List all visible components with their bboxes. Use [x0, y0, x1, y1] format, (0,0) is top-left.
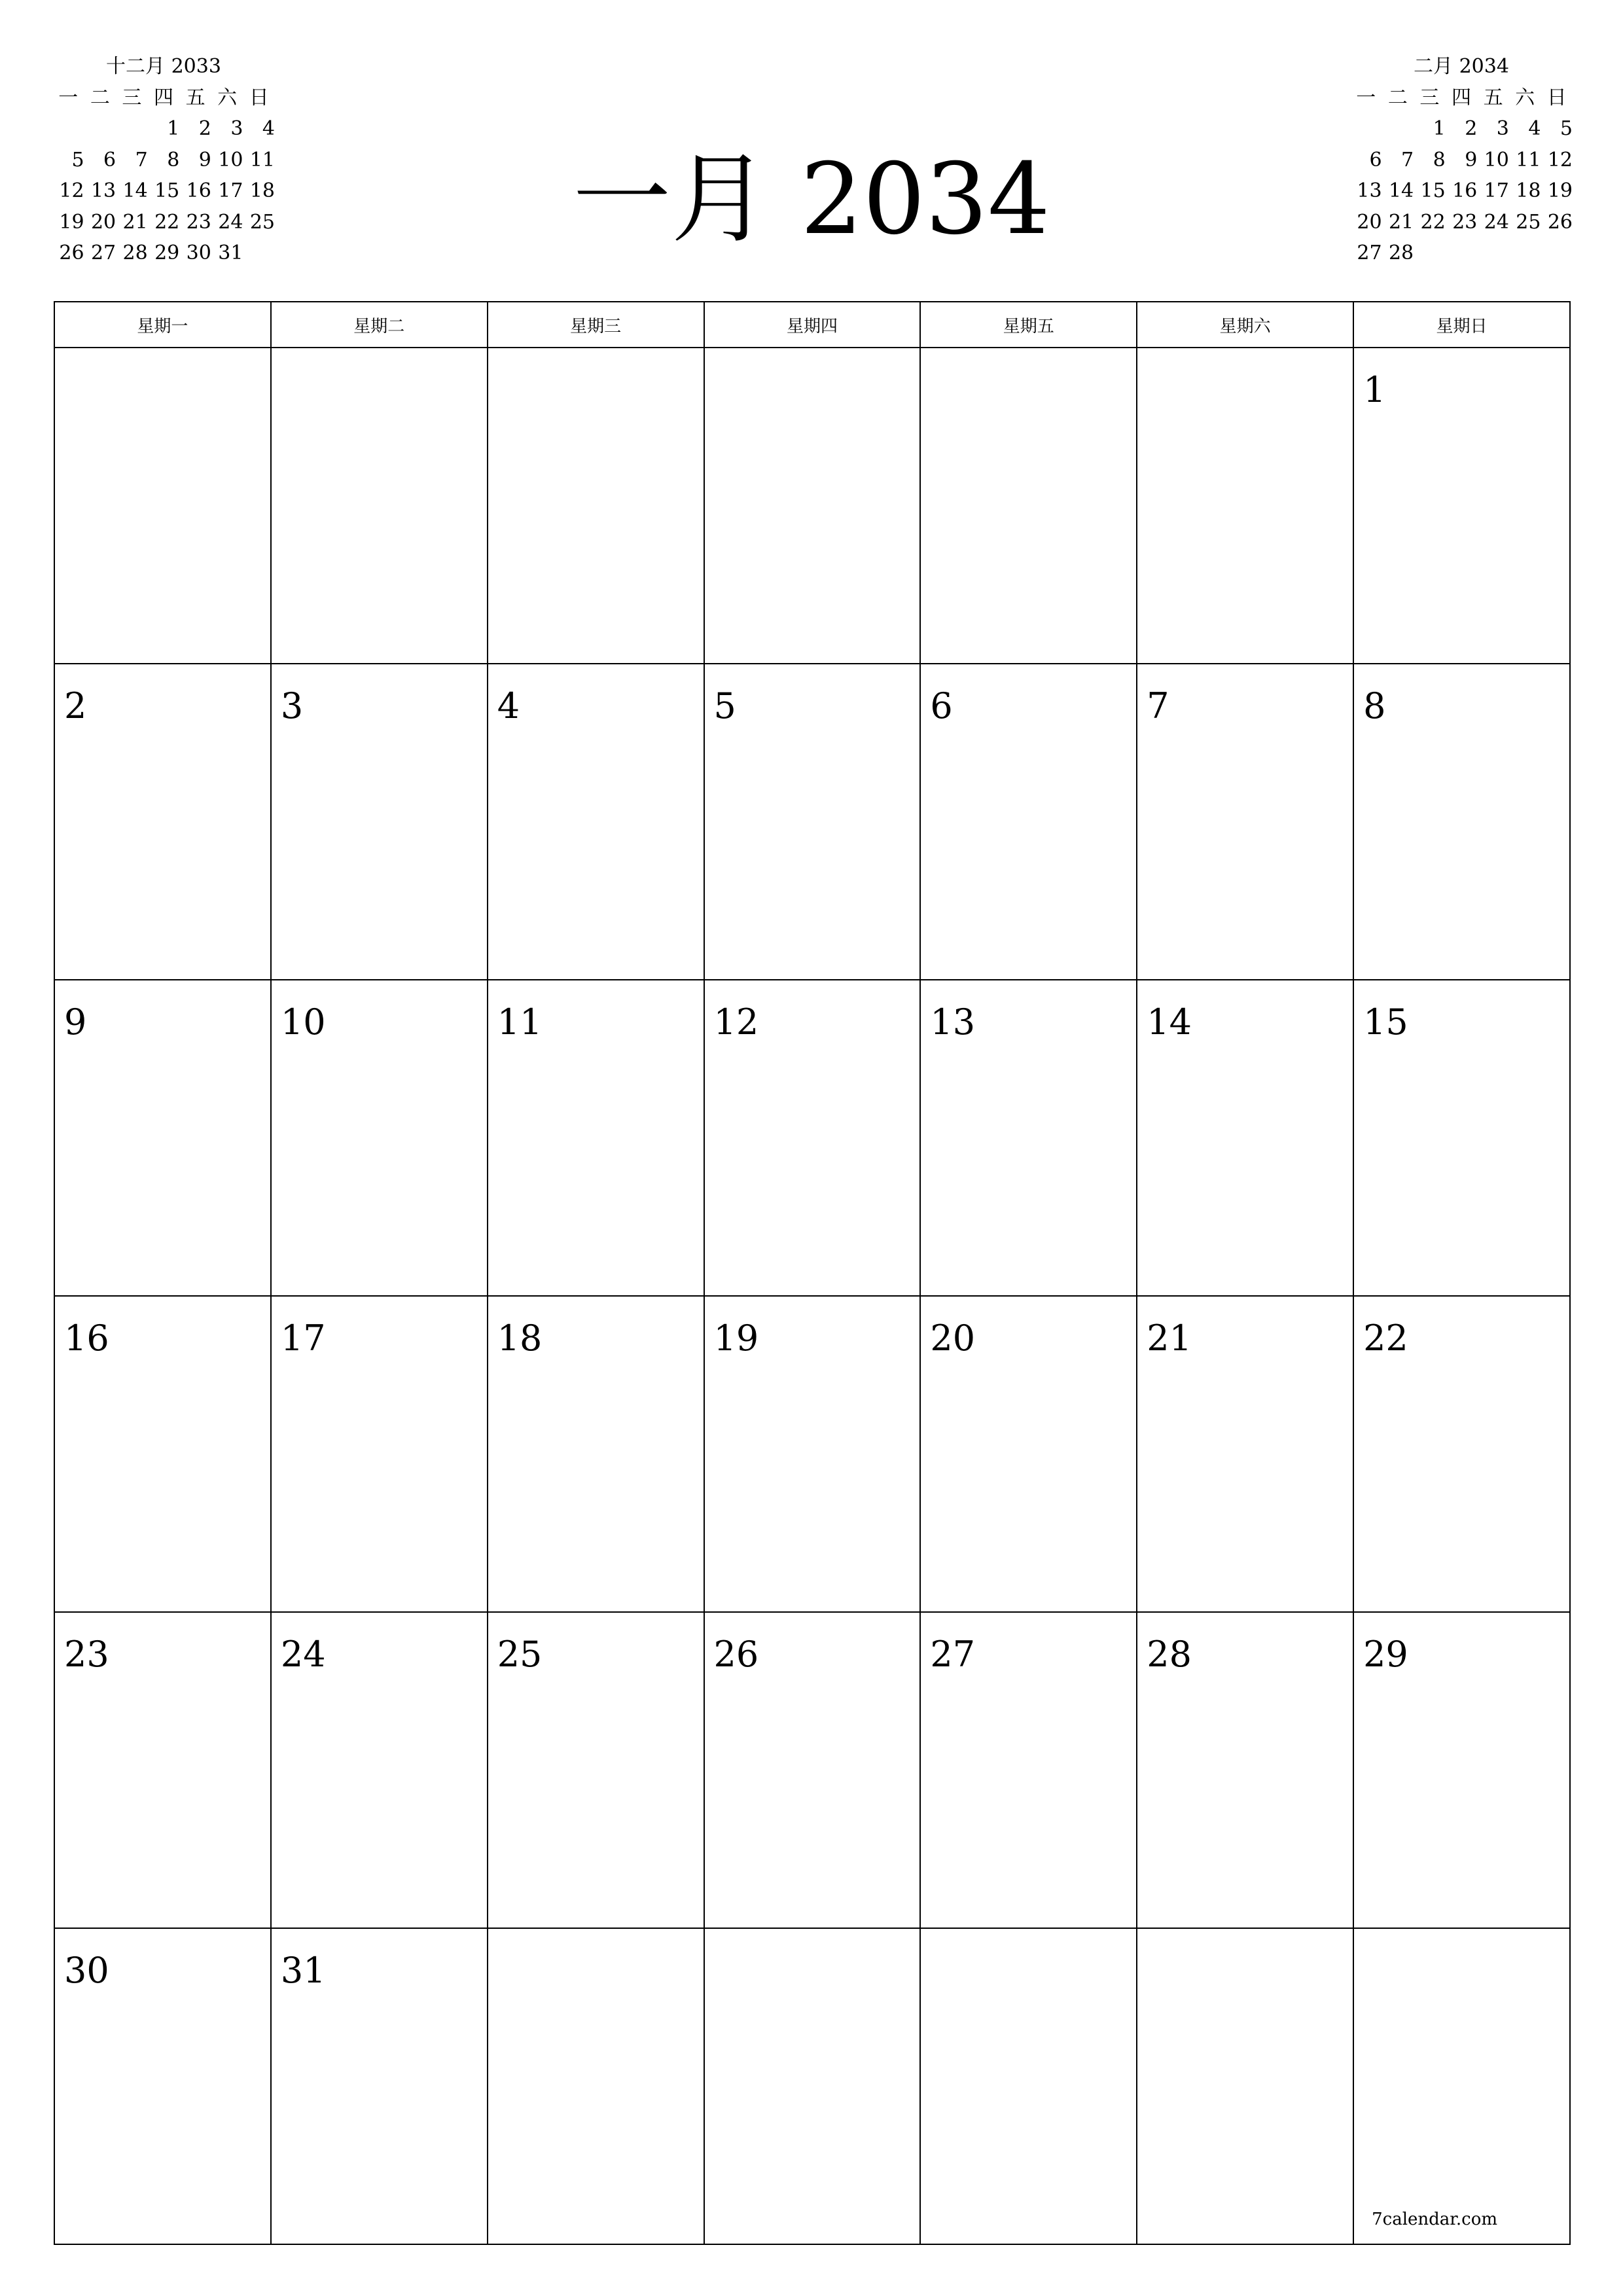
- day-cell[interactable]: [54, 1928, 271, 2244]
- day-number: 17: [280, 1318, 326, 1359]
- day-cell[interactable]: [54, 1296, 271, 1612]
- mini-day: 25: [1516, 210, 1541, 234]
- day-number: [705, 348, 920, 370]
- mini-day: 8: [167, 148, 180, 171]
- weekday-header: 星期四: [704, 302, 921, 348]
- day-cell[interactable]: [271, 348, 488, 664]
- day-cell[interactable]: [1137, 348, 1353, 664]
- day-number: 26: [713, 1634, 759, 1675]
- mini-weekday: 一: [1356, 86, 1376, 109]
- page-title: 一月 2034: [573, 143, 1050, 257]
- day-number: [1137, 348, 1353, 370]
- mini-day: 3: [1496, 117, 1509, 140]
- mini-day: 27: [1357, 242, 1382, 264]
- day-number: 23: [64, 1634, 109, 1675]
- day-cell[interactable]: [54, 664, 271, 980]
- day-cell[interactable]: [1353, 664, 1570, 980]
- mini-weekday: 三: [122, 86, 142, 109]
- day-cell[interactable]: [920, 1928, 1137, 2244]
- mini-weekday: 二: [1387, 86, 1408, 109]
- day-number: 4: [497, 685, 520, 726]
- mini-day: 10: [1484, 148, 1509, 171]
- weekday-header: 星期二: [271, 302, 488, 348]
- mini-day: 22: [154, 210, 180, 234]
- mini-weekday: 一: [58, 86, 79, 109]
- day-number: 7: [1147, 685, 1169, 726]
- day-cell[interactable]: [1137, 1612, 1353, 1928]
- mini-day: 10: [218, 148, 243, 171]
- day-cell[interactable]: [271, 1296, 488, 1612]
- mini-day: [1509, 238, 1541, 269]
- day-cell[interactable]: [488, 348, 704, 664]
- day-number: 3: [280, 685, 304, 726]
- day-number: [921, 1929, 1136, 1951]
- mini-day: 14: [1388, 179, 1414, 202]
- day-cell[interactable]: [704, 1612, 921, 1928]
- mini-day: 5: [1560, 117, 1573, 140]
- day-number: 30: [64, 1950, 109, 1991]
- mini-day: [1350, 113, 1382, 145]
- mini-day: 24: [218, 210, 243, 234]
- day-cell[interactable]: [920, 664, 1137, 980]
- mini-day: 19: [59, 210, 84, 234]
- day-cell[interactable]: [704, 664, 921, 980]
- mini-day: 9: [1465, 148, 1478, 171]
- mini-day: 6: [103, 148, 116, 171]
- mini-weekday: 三: [1419, 86, 1440, 109]
- mini-day: 21: [122, 210, 148, 234]
- day-cell[interactable]: [920, 1296, 1137, 1612]
- mini-weekday: 四: [1451, 86, 1471, 109]
- mini-day: 26: [59, 242, 84, 264]
- day-cell[interactable]: [54, 348, 271, 664]
- mini-day: 29: [154, 242, 180, 264]
- weekday-header: 星期日: [1353, 302, 1570, 348]
- day-number: [1137, 1929, 1353, 1951]
- mini-day: [1477, 238, 1509, 269]
- mini-day: 11: [1516, 148, 1541, 171]
- week-row: [54, 1296, 1570, 1612]
- day-number: 12: [713, 1001, 759, 1043]
- mini-day: 5: [71, 148, 84, 171]
- day-number: 8: [1363, 685, 1386, 726]
- mini-day: 2: [198, 117, 211, 140]
- day-number: 27: [930, 1634, 976, 1675]
- mini-day: 28: [122, 242, 148, 264]
- mini-day: 15: [1420, 179, 1446, 202]
- day-cell[interactable]: [920, 980, 1137, 1296]
- day-cell[interactable]: [271, 1612, 488, 1928]
- week-row: [54, 1928, 1570, 2244]
- day-number: [272, 348, 487, 370]
- day-number: [705, 1929, 920, 1951]
- day-number: 10: [280, 1001, 326, 1043]
- mini-day: 17: [1484, 179, 1509, 202]
- day-cell[interactable]: [488, 1296, 704, 1612]
- day-cell[interactable]: [488, 980, 704, 1296]
- mini-day: [1382, 113, 1414, 145]
- mini-day: 19: [1547, 179, 1573, 202]
- day-number: 21: [1147, 1318, 1192, 1359]
- day-cell[interactable]: [271, 980, 488, 1296]
- week-row: [54, 980, 1570, 1296]
- day-number: 6: [930, 685, 953, 726]
- day-cell[interactable]: [1137, 664, 1353, 980]
- day-cell[interactable]: [488, 1612, 704, 1928]
- day-cell[interactable]: [920, 348, 1137, 664]
- day-cell[interactable]: [1137, 1928, 1353, 2244]
- day-cell[interactable]: [704, 348, 921, 664]
- weekday-header: 星期五: [920, 302, 1137, 348]
- mini-day: 3: [230, 117, 243, 140]
- day-cell[interactable]: [1137, 1296, 1353, 1612]
- day-number: 11: [497, 1001, 543, 1043]
- day-number: 24: [280, 1634, 326, 1675]
- day-number: 19: [713, 1318, 759, 1359]
- day-number: 2: [64, 685, 87, 726]
- weekday-header: 星期三: [488, 302, 704, 348]
- day-cell[interactable]: [1353, 1612, 1570, 1928]
- mini-day: 21: [1388, 210, 1414, 234]
- mini-day: 25: [249, 210, 275, 234]
- mini-weekday: 四: [153, 86, 173, 109]
- day-cell[interactable]: [1353, 348, 1570, 664]
- day-number: 14: [1147, 1001, 1192, 1043]
- day-number: 22: [1363, 1318, 1408, 1359]
- month-grid: [54, 301, 1571, 2245]
- day-cell[interactable]: [271, 1928, 488, 2244]
- day-cell[interactable]: [54, 1612, 271, 1928]
- mini-day: 18: [1516, 179, 1541, 202]
- prev-month-title: 十二月 2033: [106, 55, 221, 78]
- day-number: [488, 1929, 704, 1951]
- mini-day: 2: [1465, 117, 1478, 140]
- mini-day: 7: [135, 148, 148, 171]
- day-cell[interactable]: [271, 664, 488, 980]
- day-cell[interactable]: [704, 1928, 921, 2244]
- footer-brand: 7calendar.com: [1372, 2210, 1497, 2229]
- mini-day: 28: [1388, 242, 1414, 264]
- day-number: 5: [713, 685, 736, 726]
- mini-day: 9: [198, 148, 211, 171]
- mini-day: 31: [218, 242, 243, 264]
- mini-day: 20: [90, 210, 116, 234]
- day-number: 20: [930, 1318, 976, 1359]
- mini-day: 13: [1357, 179, 1382, 202]
- day-cell[interactable]: [920, 1612, 1137, 1928]
- day-number: 29: [1363, 1634, 1408, 1675]
- week-row: [54, 348, 1570, 664]
- mini-day: 4: [1528, 117, 1541, 140]
- mini-weekday: 日: [1546, 86, 1567, 109]
- mini-day: 27: [90, 242, 116, 264]
- mini-day: [1541, 238, 1573, 269]
- mini-weekday: 二: [90, 86, 110, 109]
- day-number: 28: [1147, 1634, 1192, 1675]
- mini-day: 13: [90, 179, 116, 202]
- day-cell[interactable]: [54, 980, 271, 1296]
- day-cell[interactable]: [704, 1296, 921, 1612]
- day-number: [488, 348, 704, 370]
- next-month-grid: [1350, 82, 1573, 269]
- mini-day: 18: [249, 179, 275, 202]
- day-cell[interactable]: [488, 1928, 704, 2244]
- mini-day: 16: [1452, 179, 1478, 202]
- mini-day: 17: [218, 179, 243, 202]
- mini-day: 16: [186, 179, 211, 202]
- day-number: [921, 348, 1136, 370]
- day-number: 9: [64, 1001, 87, 1043]
- mini-day: 1: [1433, 117, 1446, 140]
- mini-day: 30: [186, 242, 211, 264]
- mini-day: [1446, 238, 1478, 269]
- mini-day: 24: [1484, 210, 1509, 234]
- mini-day: 4: [262, 117, 275, 140]
- day-cell[interactable]: [1353, 1296, 1570, 1612]
- mini-day: 20: [1357, 210, 1382, 234]
- mini-weekday: 五: [185, 86, 205, 109]
- mini-day: 23: [1452, 210, 1478, 234]
- weekday-header: 星期六: [1137, 302, 1353, 348]
- day-number: 25: [497, 1634, 543, 1675]
- mini-day: 11: [249, 148, 275, 171]
- day-cell[interactable]: [1137, 980, 1353, 1296]
- day-cell[interactable]: [1353, 980, 1570, 1296]
- mini-day: 15: [154, 179, 180, 202]
- mini-day: [1414, 238, 1446, 269]
- mini-day: 12: [59, 179, 84, 202]
- weekday-header-row: [54, 302, 1570, 348]
- weekday-header: 星期一: [54, 302, 271, 348]
- mini-day: 22: [1420, 210, 1446, 234]
- week-row: [54, 1612, 1570, 1928]
- mini-day: 7: [1401, 148, 1414, 171]
- week-row: [54, 664, 1570, 980]
- mini-day: 6: [1369, 148, 1382, 171]
- next-month-mini-calendar: [1350, 51, 1573, 269]
- day-number: 13: [930, 1001, 976, 1043]
- day-number: 15: [1363, 1001, 1408, 1043]
- mini-weekday: 六: [217, 86, 238, 109]
- mini-day: 8: [1433, 148, 1446, 171]
- day-number: 1: [1363, 369, 1386, 410]
- day-number: 31: [280, 1950, 326, 1991]
- day-number: 18: [497, 1318, 543, 1359]
- day-cell[interactable]: [704, 980, 921, 1296]
- day-cell[interactable]: [488, 664, 704, 980]
- mini-day: 12: [1547, 148, 1573, 171]
- mini-day: 1: [167, 117, 180, 140]
- mini-day: 14: [122, 179, 148, 202]
- mini-day: 26: [1547, 210, 1573, 234]
- mini-weekday: 日: [249, 86, 269, 109]
- mini-weekday: 六: [1515, 86, 1535, 109]
- month-grid-body: [54, 348, 1570, 2244]
- next-month-title: 二月 2034: [1414, 55, 1509, 78]
- day-cell[interactable]: [1353, 1928, 1570, 2244]
- mini-weekday: 五: [1483, 86, 1503, 109]
- day-number: [55, 348, 270, 370]
- day-number: 16: [64, 1318, 109, 1359]
- day-number: [1354, 1929, 1569, 1951]
- mini-day: 23: [186, 210, 211, 234]
